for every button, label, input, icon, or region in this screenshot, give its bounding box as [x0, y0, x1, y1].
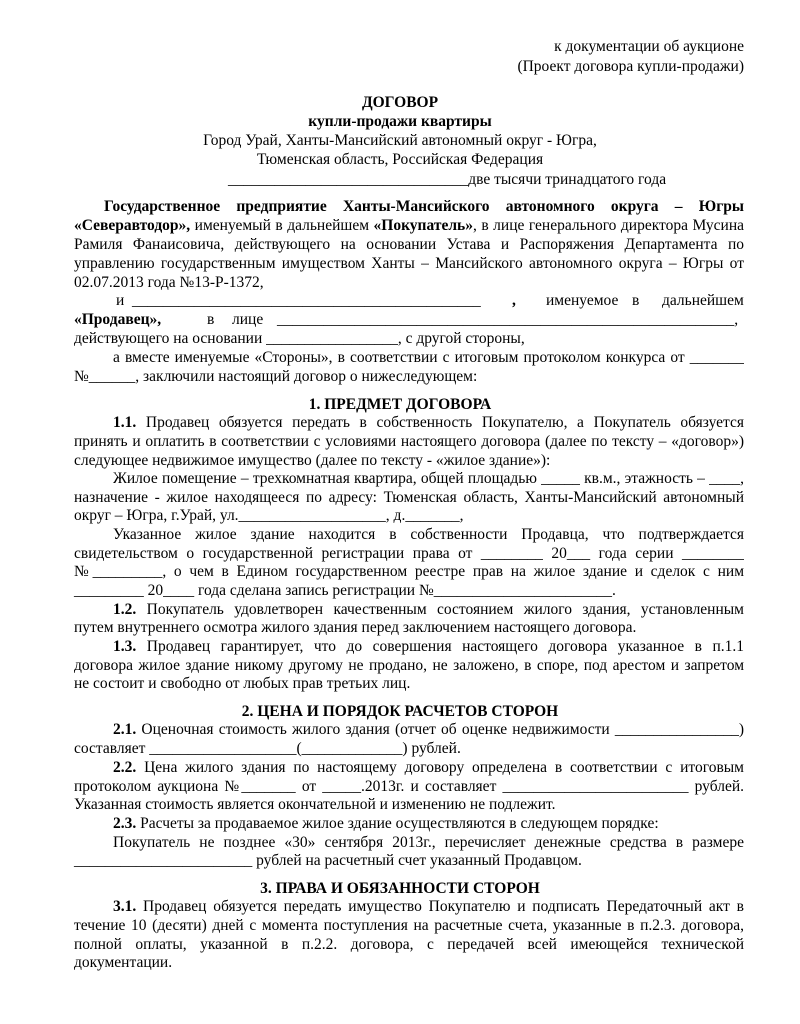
s2-line-5: Указанная стоимость является окончательной и изменению не подлежит.	[74, 796, 556, 813]
parties-line-5: 02.07.2013 года №13-Р-1372,	[74, 274, 264, 291]
s1-line-5: назначение - жилое находящееся по адресу: Тюменская область, Ханты-Мансийский автономный	[74, 489, 744, 506]
section-2-title: 2. ЦЕНА И ПОРЯДОК РАСЧЕТОВ СТОРОН	[241, 703, 559, 720]
parties-line-1: Государственное предприятие Ханты-Мансийского автономного округа – Югры	[104, 198, 744, 215]
word-further: дальнейшем	[662, 292, 744, 309]
s1-line-7: Указанное жилое здание находится в собственности Продавца, что подтверждается	[113, 526, 744, 543]
s1-line-13: 1.3. Продавец гарантирует, что до совершения настоящего договора указанное в п.1.1	[113, 638, 744, 655]
clause-number: 2.2.	[113, 759, 137, 776]
parties-and: и	[116, 292, 125, 309]
parties-line-3: Рамиля Фанаисовича, действующего на основании Устава и Распоряжения Департамента по	[74, 236, 744, 253]
s1-line-1: 1.1. Продавец обязуется передать в собственность Покупателю, а Покупатель обязуется	[113, 414, 744, 431]
s2-line-4: протоколом аукциона №_______ от _____.2013г. и составляет ________________________ рублей.	[74, 778, 744, 795]
s2-line-7: Покупатель не позднее «30» сентября 2013г., перечисляет денежные средства в размере	[113, 834, 744, 851]
city-line-2: Тюменская область, Российская Федерация	[256, 151, 544, 168]
parties-line-4: управлению государственным имуществом Ханты – Мансийского автономного округа – Югры от	[74, 255, 744, 272]
city-line-1: Город Урай, Ханты-Мансийский автономный округ - Югра,	[203, 132, 597, 149]
clause-number: 2.1.	[113, 721, 137, 738]
s1-line-15: не состоит и свободно от любых прав третьих лиц.	[74, 675, 411, 692]
s1-line-14: договора жилое здание никому другому не продано, не заложено, в споре, под арестом и запретом	[74, 657, 744, 674]
word-in-2: в	[207, 311, 215, 328]
s2-line-8: _______________________ рублей на расчетный счет указанный Продавцом.	[74, 852, 582, 869]
date-line: _______________________________две тысячи тринадцатого года	[228, 171, 667, 188]
s2-line-1: 2.1. Оценочная стоимость жилого здания (отчет об оценке недвижимости ________________)	[113, 721, 744, 738]
s2-line-6: 2.3. Расчеты за продаваемое жилое здание осуществляются в следующем порядке:	[113, 815, 659, 832]
parties-line-2: «Северавтодор», именуемый в дальнейшем «Покупатель», в лице генерального директора Мусина	[74, 217, 744, 234]
s1-line-9: №_________, о чем в Едином государственном реестре прав на жилое здание и сделок с ним	[74, 563, 744, 580]
comma: ,	[512, 292, 516, 309]
clause-number: 1.1.	[113, 414, 137, 431]
s2-line-2: составляет ___________________(_____________) рублей.	[74, 740, 461, 757]
s1-line-8: свидетельством о государственной регистрации права от ________ 20___ года серии ________	[74, 545, 744, 562]
word-in: в	[632, 292, 640, 309]
word-named: именуемое	[546, 292, 619, 309]
s3-line-4: документации.	[74, 954, 173, 971]
document-title: ДОГОВОР	[361, 94, 439, 111]
s1-line-4: Жилое помещение – трехкомнатная квартира, общей площадью _____ кв.м., этажность – ____,	[113, 470, 744, 487]
buyer-label: «Покупатель»	[373, 217, 473, 234]
representative-blank: ___________________________________________________________,	[277, 311, 739, 328]
section-1-title: 1. ПРЕДМЕТ ДОГОВОРА	[308, 396, 492, 413]
clause-number: 2.3.	[113, 815, 137, 832]
s3-line-3: полной оплаты, указанной в п.2.2. договора, с передачей всей имеющейся технической	[74, 936, 744, 953]
s1-line-11: 1.2. Покупатель удовлетворен качественным состоянием жилого здания, установленным	[113, 601, 744, 618]
parties-line-9: а вместе именуемые «Стороны», в соответствии с итоговым протоколом конкурса от _______	[113, 349, 744, 366]
header-line-1: к документации об аукционе	[554, 38, 744, 55]
s3-line-1: 3.1. Продавец обязуется передать имущество Покупателю и подписать Передаточный акт в	[113, 898, 744, 915]
s1-line-2: принять и оплатить в соответствии с условиями настоящего договора (далее по тексту – «договор»)	[74, 433, 744, 450]
section-3-title: 3. ПРАВА И ОБЯЗАННОСТИ СТОРОН	[260, 880, 540, 897]
s1-line-6: округ – Югра, г.Урай, ул.___________________, д._______,	[74, 507, 464, 524]
document-subtitle: купли-продажи квартиры	[308, 113, 492, 130]
parties-line-10: №______, заключили настоящий договор о нижеследующем:	[74, 368, 478, 385]
s3-line-2: течение 10 (десяти) дней с момента поступления на расчетные счета, указанные в п.2.3. договора,	[74, 917, 744, 934]
s1-line-12: путем внутреннего осмотра жилого здания перед заключением настоящего договора.	[74, 619, 637, 636]
clause-number: 3.1.	[113, 898, 137, 915]
s2-line-3: 2.2. Цена жилого здания по настоящему договору определена в соответствии с итоговым	[113, 759, 744, 776]
seller-label: «Продавец»,	[74, 311, 162, 328]
parties-line-8: действующего на основании _________________, с другой стороны,	[74, 330, 525, 347]
header-line-2: (Проект договора купли-продажи)	[517, 58, 744, 75]
clause-number: 1.3.	[113, 638, 137, 655]
word-person: лице	[232, 311, 264, 328]
seller-name-blank: _____________________________________________	[132, 292, 481, 309]
s1-line-3: следующее недвижимое имущество (далее по тексту - «жилое здание»):	[74, 452, 551, 469]
s1-line-10: _________ 20____ года сделана запись регистрации №_______________________.	[74, 582, 616, 599]
company-short-name: «Северавтодор»,	[74, 217, 191, 234]
clause-number: 1.2.	[113, 601, 137, 618]
